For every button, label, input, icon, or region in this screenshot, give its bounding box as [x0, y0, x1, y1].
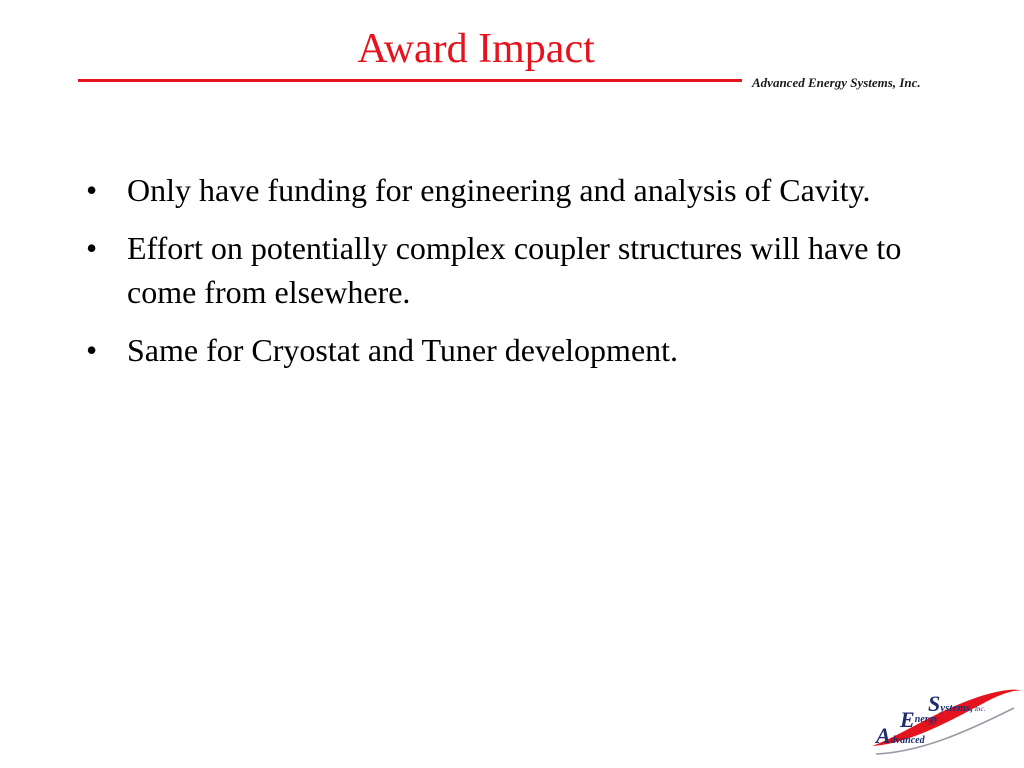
title-divider-line	[78, 79, 742, 82]
company-logo	[866, 682, 1024, 768]
bullet-text: Same for Cryostat and Tuner development.	[127, 332, 679, 368]
logo-letter-e: E	[900, 707, 915, 732]
slide-title: Award Impact	[357, 26, 595, 72]
bullet-item-funding	[82, 168, 952, 212]
bullet-item-coupler	[82, 226, 952, 314]
bullet-dot: •	[86, 332, 98, 368]
logo-word-energy: nergy	[914, 714, 939, 725]
bullet-item-cryostat	[82, 328, 952, 372]
company-name: Advanced Energy Systems, Inc.	[752, 75, 921, 90]
bullet-dot: •	[86, 172, 98, 208]
logo-letter-s: S	[928, 691, 941, 716]
company-logo-swoosh-icon	[866, 682, 1024, 768]
bullet-dot: •	[86, 230, 98, 266]
bullet-text: Only have funding for engineering and analysis of Cavity.	[127, 172, 871, 208]
logo-word-inc: Inc.	[972, 705, 986, 713]
logo-word-advanced: dvanced	[890, 735, 925, 746]
logo-letter-a: A	[876, 723, 891, 748]
bullet-text: Effort on potentially complex coupler structures will have to come from elsewhere.	[127, 230, 902, 310]
bullet-list	[82, 168, 952, 386]
logo-word-systems: ystems,	[940, 702, 973, 714]
